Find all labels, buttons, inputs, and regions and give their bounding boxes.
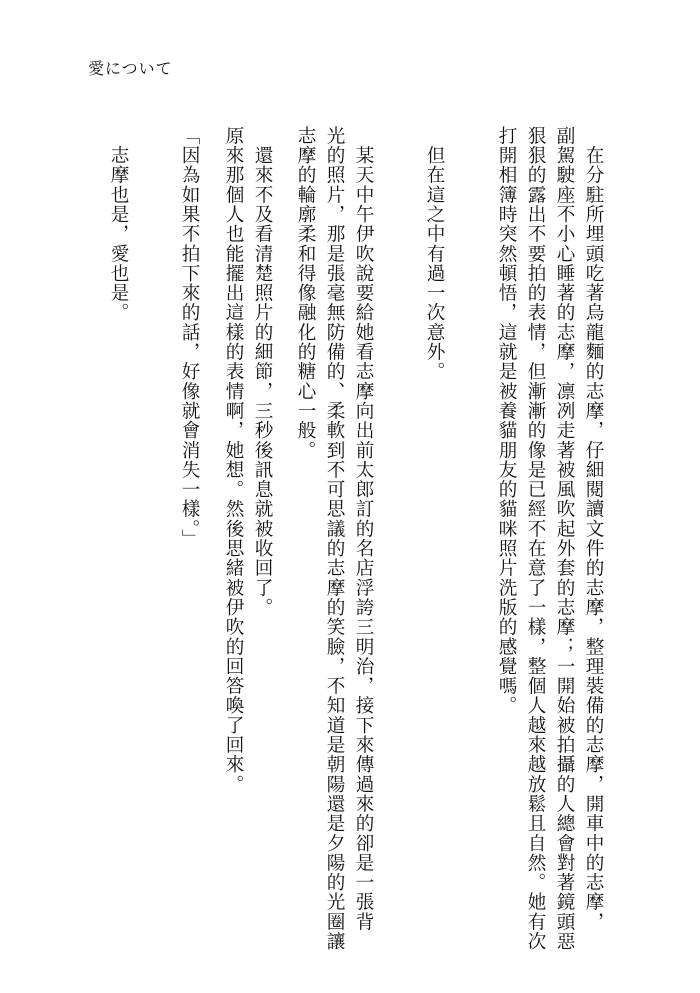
text-column-7: 光的照片，那是張毫無防備的、柔軟到不可思議的志摩的笑臉，不知道是朝陽還是夕陽的光圈讓 [324,126,345,952]
text-column-8: 志摩的輪廓柔和得像融化的糖心一般。 [295,126,316,461]
page-header-title: 愛について [88,59,173,78]
text-column-3: 狠狠的露出不要拍的表情，但漸漸的像是已經不在意了一樣，整個人越來越放鬆且自然。她有次 [525,126,546,952]
text-column-2: 副駕駛座不小心睡著的志摩，凛冽走著被風吹起外套的志摩；一開始被拍攝的人總會對著鏡頭惡 [554,126,575,952]
text-column-12: 志摩也是，愛也是。 [108,126,129,323]
text-column-11: 「因為如果不拍下來的話，好像就會消失一樣。」 [179,126,200,549]
text-column-6: 某天中午伊吹說要給她看志摩向出前太郎訂的名店浮誇三明治，接下來傳過來的卻是一張背 [353,126,374,932]
text-column-9: 還來不及看清楚照片的細節，三秒後訊息就被收回了。 [252,126,273,618]
text-column-1: 在分駐所埋頭吃著烏龍麵的志摩，仔細閱讀文件的志摩，整理裝備的志摩，開車中的志摩， [583,126,604,932]
text-column-5: 但在這之中有過一次意外。 [424,126,445,382]
text-column-10: 原來那個人也能擺出這樣的表情啊，她想。然後思緒被伊吹的回答喚了回來。 [223,126,244,795]
text-column-4: 打開相簿時突然頓悟，這就是被養貓朋友的貓咪照片洗版的感覺嗎。 [496,126,517,716]
